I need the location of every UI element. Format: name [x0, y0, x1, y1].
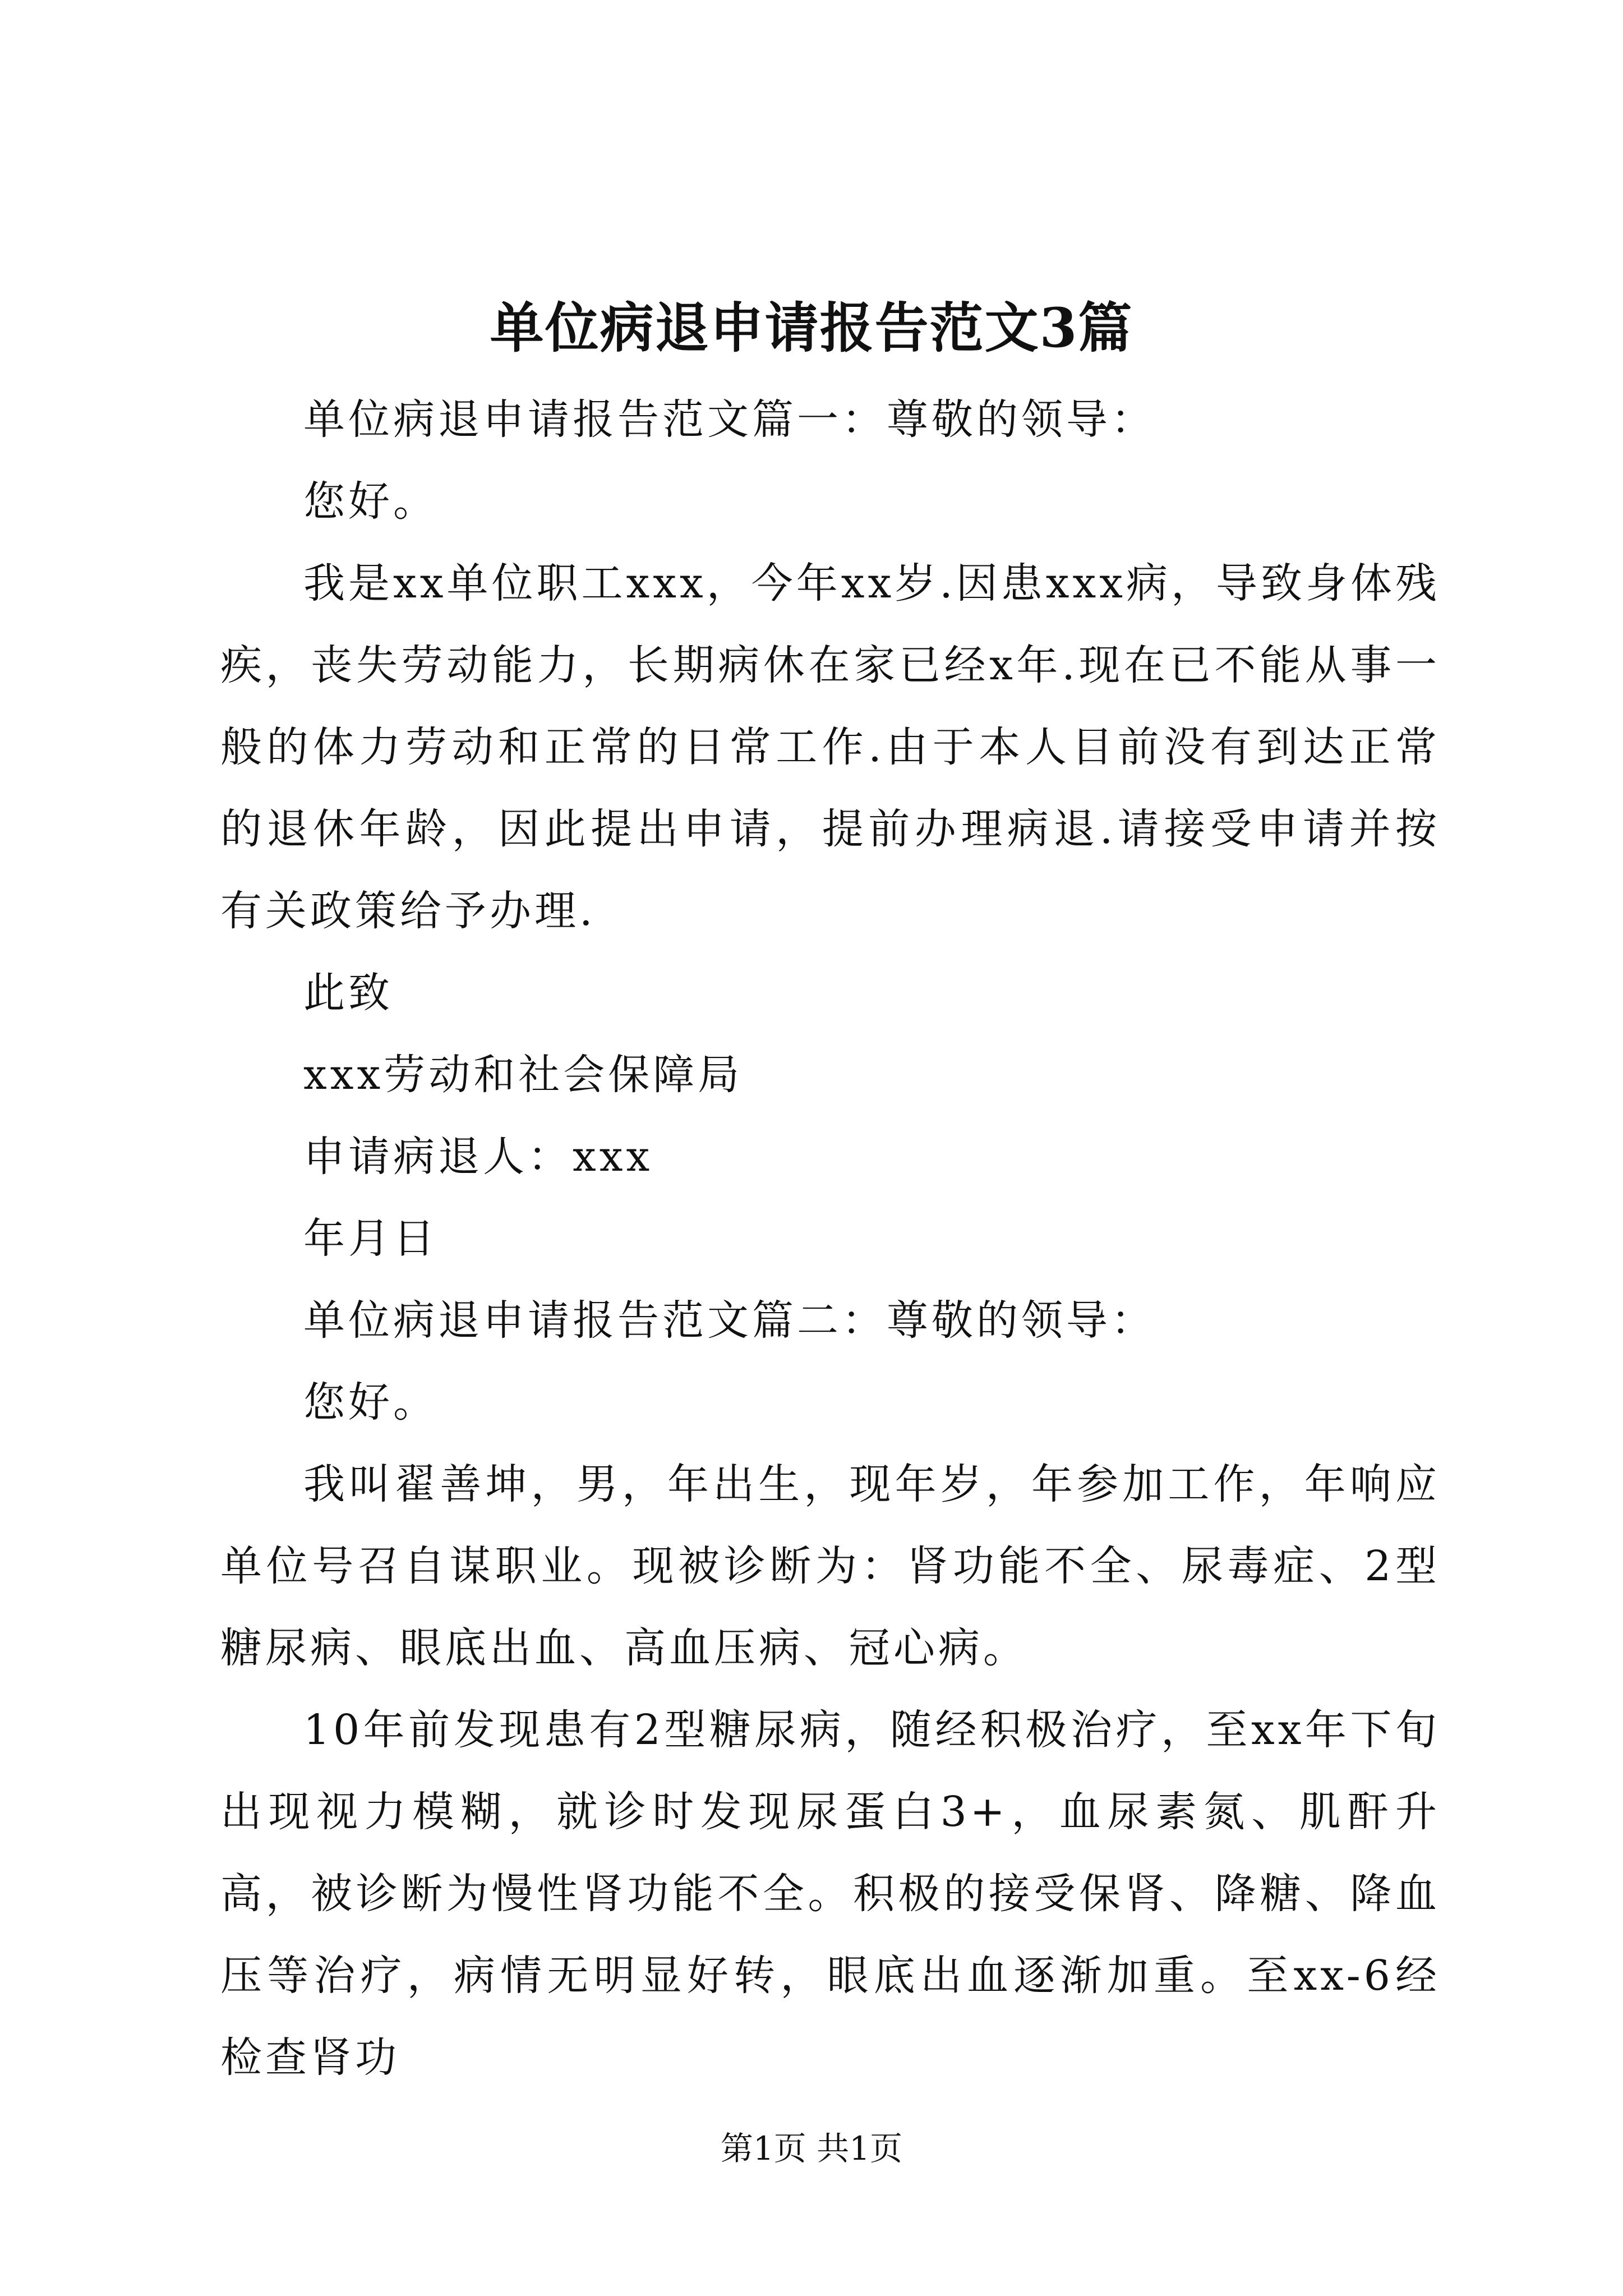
paragraph-salutation-1: 单位病退申请报告范文篇一：尊敬的领导： [303, 395, 1156, 444]
paragraph-date-1: 年月日 [303, 1214, 438, 1263]
paragraph-closing-1: 此致 [303, 969, 393, 1017]
document-title: 单位病退申请报告范文3篇 [490, 296, 1133, 360]
paragraph-applicant-1: 申请病退人：xxx [303, 1133, 653, 1181]
paragraph-recipient-1: xxx劳动和社会保障局 [303, 1051, 743, 1099]
paragraph-greeting-1: 您好。 [303, 477, 438, 526]
paragraph-body-3: 10年前发现患有2型糖尿病，随经积极治疗，至xx年下旬出现视力模糊，就诊时发现尿蛋白3+，血尿素氮、肌酐升高，被诊断为慢性肾功能不全。积极的接受保肾、降糖、降血压等治疗，病情无明显好转，眼底出血逐渐加重。至xx-6经检查肾功 [220, 1706, 1440, 2082]
paragraph-greeting-2: 您好。 [303, 1378, 438, 1427]
page-footer: 第1页 共1页 [720, 2129, 903, 2168]
paragraph-salutation-2: 单位病退申请报告范文篇二：尊敬的领导： [303, 1296, 1156, 1345]
paragraph-body-1: 我是xx单位职工xxx，今年xx岁.因患xxx病，导致身体残疾，丧失劳动能力，长期病休在家已经x年.现在已不能从事一般的体力劳动和正常的日常工作.由于本人目前没有到达正常的退休年龄，因此提出申请，提前办理病退.请接受申请并按有关政策给予办理. [220, 559, 1440, 935]
paragraph-body-2: 我叫翟善坤，男，年出生，现年岁，年参加工作，年响应单位号召自谋职业。现被诊断为：肾功能不全、尿毒症、2型糖尿病、眼底出血、高血压病、冠心病。 [220, 1460, 1440, 1672]
document-body [220, 379, 1440, 2099]
